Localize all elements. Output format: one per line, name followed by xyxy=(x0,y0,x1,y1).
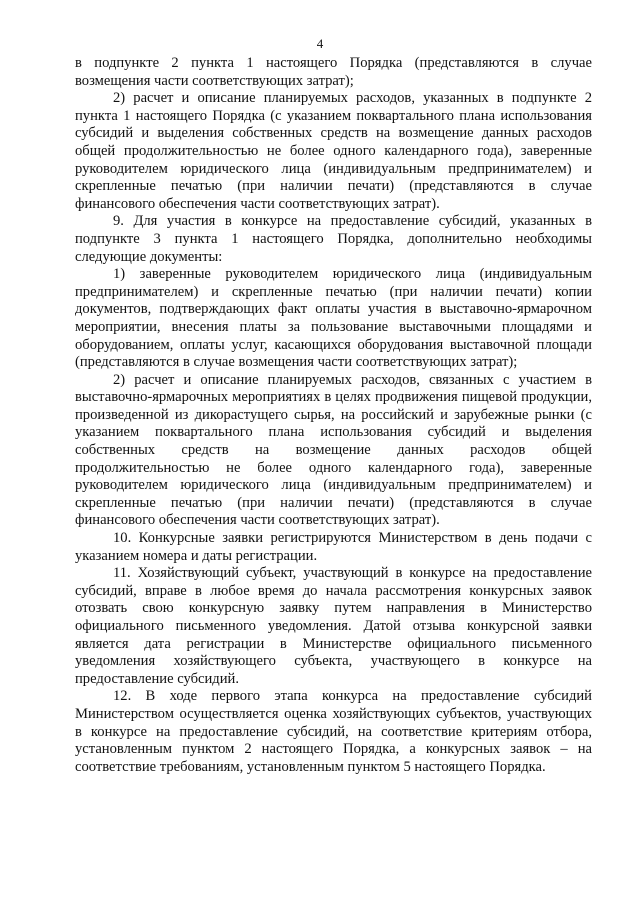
paragraph-clause-10: 10. Конкурсные заявки регистрируются Министерством в день подачи с указанием номера и даты регистрации. xyxy=(75,530,592,564)
page-number: 4 xyxy=(316,36,324,51)
paragraph-item-2: 2) расчет и описание планируемых расходов, указанных в подпункте 2 пункта 1 настоящего Порядка (с указанием поквартального плана использования субсидий и выделения собственных средств на возмещение данных расходов общей продолжительностью не более одного календарного года), заверенные руководителем юридического лица (индивидуальным предпринимателем) и скрепленные печатью (при наличии печати) (представляются в случае финансового обеспечения части соответствующих затрат). xyxy=(75,90,592,212)
paragraph-clause-9-item-2: 2) расчет и описание планируемых расходов, связанных с участием в выставочно-ярмарочных мероприятиях в целях продвижения пищевой продукции, произведенной из дикорастущего сырья, на российский и зарубежные рынки (с указанием поквартального плана использования субсидий и выделения собственных средств на возмещение данных расходов общей продолжительностью не более одного календарного года), заверенные руководителем юридического лица (индивидуальным предпринимателем) и скрепленные печатью (при наличии печати) (представляются в случае финансового обеспечения части соответствующих затрат). xyxy=(75,371,592,529)
paragraph-clause-12: 12. В ходе первого этапа конкурса на предоставление субсидий Министерством осуществляется оценка хозяйствующих субъектов, участвующих в конкурсе на предоставление субсидий, на соответствие критериям отбора, установленным пунктом 2 настоящего Порядка, а конкурсных заявок – на соответствие требованиям, установленным пунктом 5 настоящего Порядка. xyxy=(75,688,592,775)
paragraph-clause-9-item-1: 1) заверенные руководителем юридического лица (индивидуальным предпринимателем) и скрепленные печатью (при наличии печати) копии документов, подтверждающих факт оплаты участия в выставочно-ярмарочном мероприятии, внесения платы за пользование выставочными площадями и оборудованием, оплаты услуг, касающихся оборудования выставочной площади (представляются в случае возмещения части соответствующих затрат); xyxy=(75,266,592,371)
paragraph-clause-9: 9. Для участия в конкурсе на предоставление субсидий, указанных в подпункте 3 пункта 1 настоящего Порядка, дополнительно необходимы следующие документы: xyxy=(75,213,592,265)
paragraph-clause-11: 11. Хозяйствующий субъект, участвующий в конкурсе на предоставление субсидий, вправе в любое время до начала рассмотрения конкурсных заявок отозвать свою конкурсную заявку путем направления в Министерство официального письменного уведомления. Датой отзыва конкурсной заявки является дата регистрации в Министерстве официального письменного уведомления хозяйствующего субъекта, участвующего в конкурсе на предоставление субсидий. xyxy=(75,565,592,687)
document-body xyxy=(75,55,592,776)
paragraph-continuation: в подпункте 2 пункта 1 настоящего Порядка (представляются в случае возмещения части соответствующих затрат); xyxy=(75,55,592,89)
